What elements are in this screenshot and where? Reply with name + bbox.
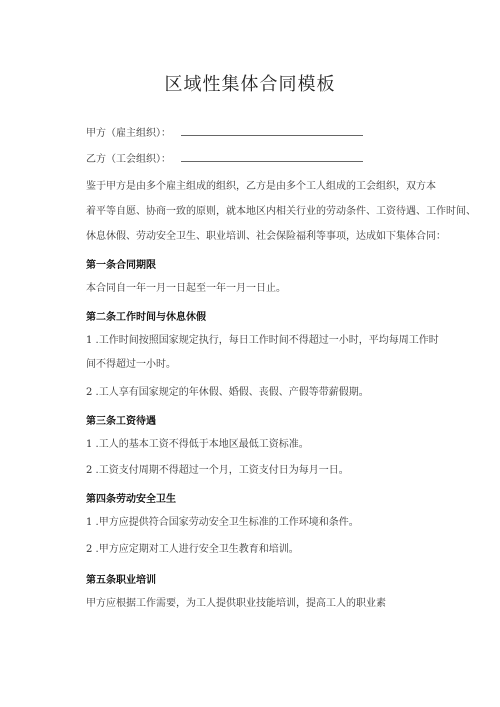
section-3-line-1: 1 .工人的基本工资不得低于本地区最低工资标准。 [86, 439, 309, 450]
section-2-line-3: 2 .工人享有国家规定的年休假、婚假、丧假、产假等带薪假期。 [86, 387, 369, 398]
party-b-label: 乙方（工会组织）： [86, 154, 171, 165]
party-b-blank-field[interactable] [181, 152, 363, 162]
section-4-line-2: 2 .甲方应定期对工人进行安全卫生教育和培训。 [86, 544, 299, 555]
preamble-line-1: 鉴于甲方是由多个雇主组成的组织，乙方是由多个工人组成的工会组织，双方本 [86, 181, 436, 192]
section-1-line-1: 本合同自一年一月一日起至一年一月一日止。 [86, 283, 286, 294]
section-heading-2: 第二条工作时间与休息休假 [86, 312, 206, 323]
party-a-line [86, 126, 363, 141]
party-b-line [86, 152, 363, 167]
section-4-line-1: 1 .甲方应提供符合国家劳动安全卫生标准的工作环境和条件。 [86, 517, 359, 528]
section-heading-5: 第五条职业培训 [86, 575, 156, 586]
section-2-line-1: 1 .工作时间按照国家规定执行，每日工作时间不得超过一小时，平均每周工作时 [86, 335, 439, 346]
section-heading-4: 第四条劳动安全卫生 [86, 494, 176, 505]
party-a-blank-field[interactable] [181, 126, 363, 136]
preamble-line-2: 着平等自愿、协商一致的原则，就本地区内相关行业的劳动条件、工资待遇、工作时间、 [86, 206, 476, 217]
party-a-label: 甲方（雇主组织）： [86, 128, 171, 139]
section-heading-3: 第三条工资待遇 [86, 416, 156, 427]
preamble-line-3: 休息休假、劳动安全卫生、职业培训、社会保险福利等事项，达成如下集体合同： [86, 231, 446, 242]
section-2-line-2: 间不得超过一小时。 [86, 359, 176, 370]
section-heading-1: 第一条合同期限 [86, 260, 156, 271]
section-5-line-1: 甲方应根据工作需要，为工人提供职业技能培训，提高工人的职业素 [86, 598, 386, 609]
document-title: 区域性集体合同模板 [164, 74, 336, 95]
section-3-line-2: 2 .工资支付周期不得超过一个月，工资支付日为每月一日。 [86, 465, 349, 476]
